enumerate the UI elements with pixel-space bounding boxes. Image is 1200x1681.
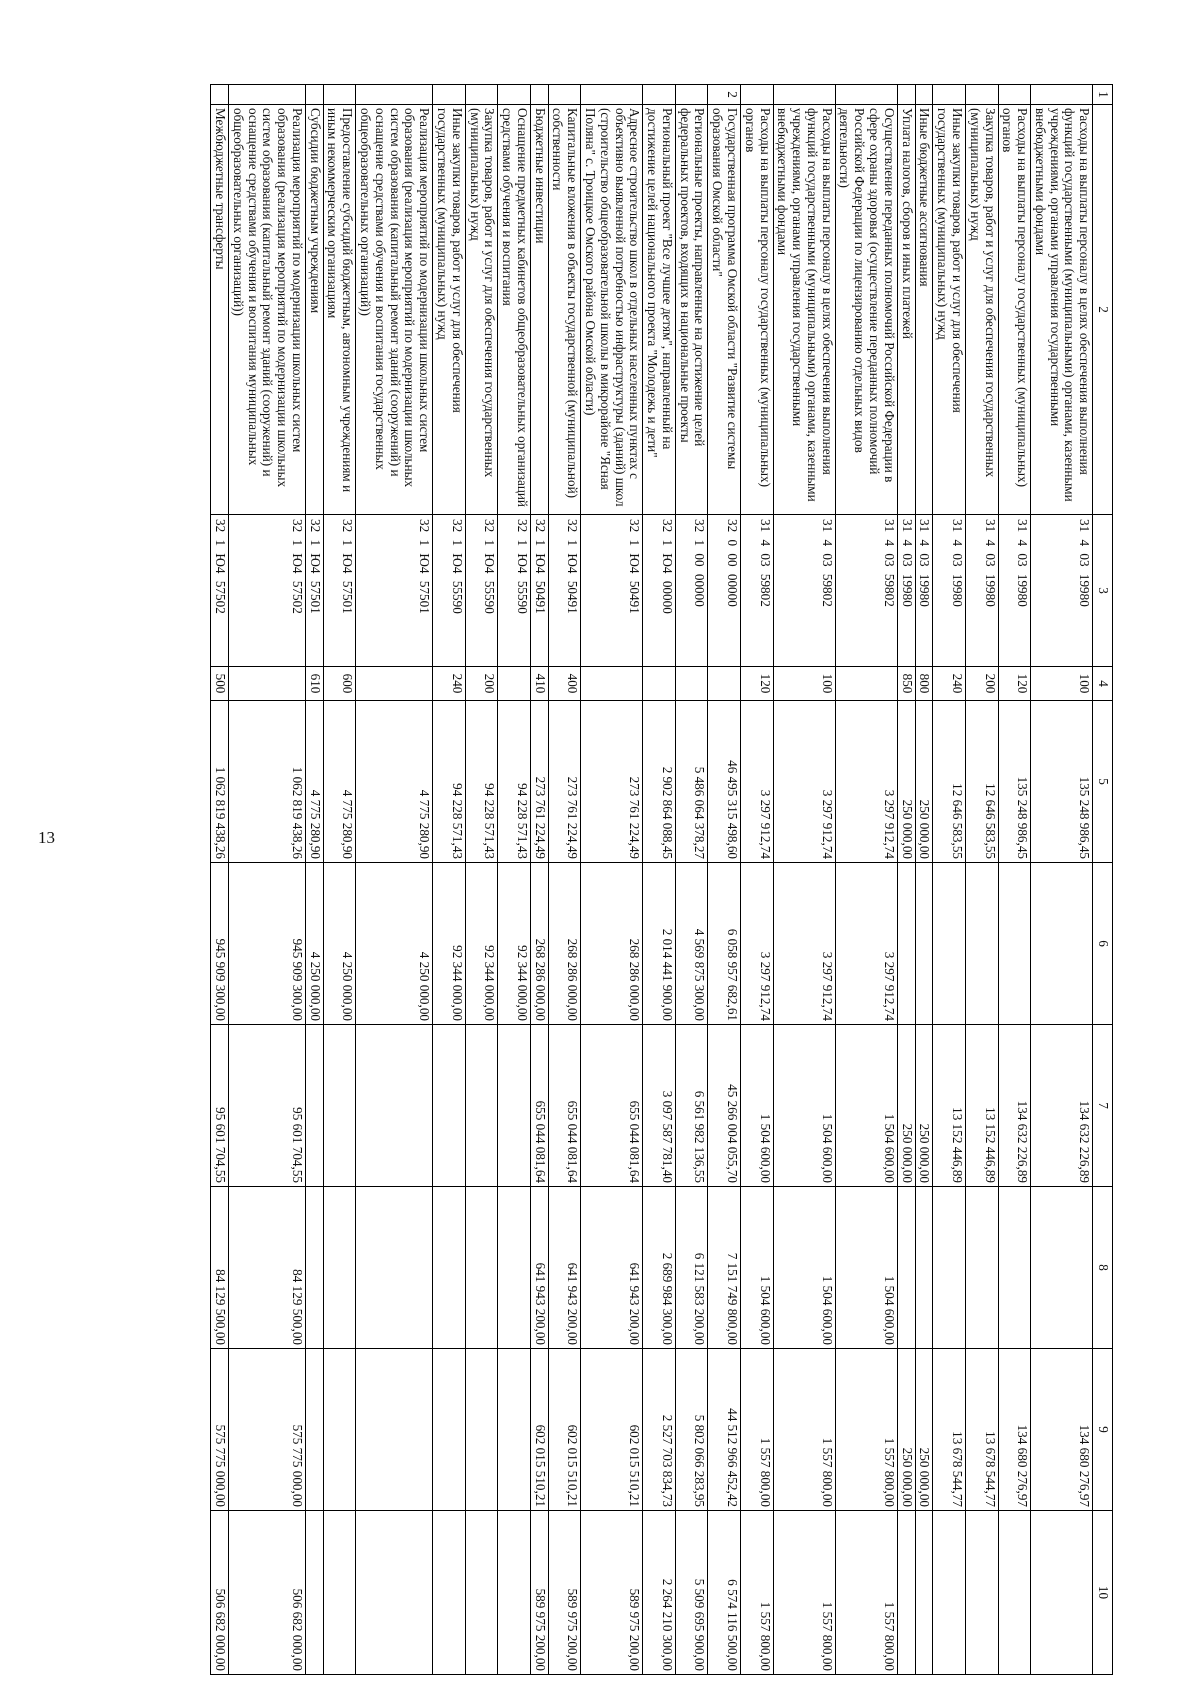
budget-code: 32 1 00 00000 (675, 515, 708, 667)
row-name: Иные бюджетные ассигнования (915, 105, 933, 515)
amount-col-8 (465, 1187, 498, 1349)
column-header: 8 (1093, 1187, 1113, 1349)
amount-col-6: 4 250 000,00 (323, 863, 356, 1025)
amount-col-7: 134 632 226,89 (1031, 1025, 1093, 1187)
amount-col-5: 4 775 280,90 (323, 701, 356, 863)
budget-code: 31 4 03 19980 (915, 515, 933, 667)
table-row (965, 85, 998, 1675)
amount-col-6: 92 344 000,00 (465, 863, 498, 1025)
amount-col-10: 5 509 695 900,00 (675, 1511, 708, 1675)
amount-col-7: 95 601 704,55 (211, 1025, 229, 1187)
amount-col-8 (915, 1187, 933, 1349)
budget-code: 31 4 03 59802 (773, 515, 835, 667)
budget-table (210, 84, 1113, 1675)
amount-col-9: 1 557 800,00 (773, 1349, 835, 1511)
row-name: Региональные проекты, направленные на достижение целей федеральных проектов, входящих в национальные проекты (675, 105, 708, 515)
budget-code: 32 1 Ю4 50491 (581, 515, 643, 667)
amount-col-10 (323, 1511, 356, 1675)
amount-col-8: 641 943 200,00 (548, 1187, 581, 1349)
amount-col-10 (998, 1511, 1031, 1675)
amount-col-5: 135 248 986,45 (1031, 701, 1093, 863)
amount-col-7: 45 266 004 055,70 (708, 1025, 741, 1187)
amount-col-7: 3 097 587 781,40 (643, 1025, 676, 1187)
amount-col-7: 13 152 446,89 (965, 1025, 998, 1187)
amount-col-7: 134 632 226,89 (998, 1025, 1031, 1187)
expense-type-code: 410 (530, 667, 548, 701)
column-header: 9 (1093, 1349, 1113, 1511)
table-row (211, 85, 229, 1675)
amount-col-9: 602 015 510,21 (581, 1349, 643, 1511)
budget-code: 31 4 03 19980 (998, 515, 1031, 667)
expense-type-code (675, 667, 708, 701)
amount-col-8: 84 129 500,00 (229, 1187, 306, 1349)
row-index (548, 85, 581, 105)
amount-col-10 (498, 1511, 531, 1675)
row-name: Расходы на выплаты персоналу в целях обеспечения выполнения функций государственными (муниципальными) органами, казенными учреждениями, органами управления государственными внебюджетными фондами (1031, 105, 1093, 515)
amount-col-10: 589 975 200,00 (530, 1511, 548, 1675)
budget-code: 31 4 03 19980 (1031, 515, 1093, 667)
expense-type-code: 120 (741, 667, 774, 701)
table-row (305, 85, 323, 1675)
amount-col-6: 92 344 000,00 (433, 863, 466, 1025)
row-index (211, 85, 229, 105)
budget-code: 32 1 Ю4 57502 (229, 515, 306, 667)
row-name: Оснащение предметных кабинетов общеобразовательных организаций средствами обучения и воспитания (498, 105, 531, 515)
page-number: 13 (38, 828, 55, 847)
table-row (530, 85, 548, 1675)
column-header: 5 (1093, 701, 1113, 863)
amount-col-5: 273 761 224,49 (548, 701, 581, 863)
table-body (211, 85, 1093, 1675)
amount-col-6 (965, 863, 998, 1025)
amount-col-9: 134 680 276,97 (1031, 1349, 1093, 1511)
amount-col-8 (998, 1187, 1031, 1349)
amount-col-6 (897, 863, 915, 1025)
row-name: Межбюджетные трансферты (211, 105, 229, 515)
expense-type-code: 200 (465, 667, 498, 701)
expense-type-code: 240 (433, 667, 466, 701)
column-header: 10 (1093, 1511, 1113, 1675)
row-index (915, 85, 933, 105)
expense-type-code: 600 (323, 667, 356, 701)
amount-col-10 (1031, 1511, 1093, 1675)
amount-col-9: 2 527 703 834,73 (643, 1349, 676, 1511)
amount-col-7 (323, 1025, 356, 1187)
row-name: Иные закупки товаров, работ и услуг для обеспечения государственных (муниципальных) нужд (933, 105, 966, 515)
table-row (548, 85, 581, 1675)
column-header: 6 (1093, 863, 1113, 1025)
row-index (675, 85, 708, 105)
row-name: Предоставление субсидий бюджетным, автономным учреждениям и иным некоммерческим организациям (323, 105, 356, 515)
row-index (965, 85, 998, 105)
row-name: Осуществление переданных полномочий Российской Федерации в сфере охраны здоровья (осуществление переданных полномочий Российской Федерации по лицензированию отдельных видов деятельности) (835, 105, 897, 515)
budget-code: 31 4 03 19980 (933, 515, 966, 667)
column-header: 3 (1093, 515, 1113, 667)
table-row (897, 85, 915, 1675)
column-header: 7 (1093, 1025, 1113, 1187)
budget-code: 32 1 Ю4 57501 (323, 515, 356, 667)
column-header: 1 (1093, 85, 1113, 105)
row-index: 2 (708, 85, 741, 105)
amount-col-10: 589 975 200,00 (581, 1511, 643, 1675)
amount-col-8: 7 151 749 800,00 (708, 1187, 741, 1349)
row-name: Государственная программа Омской области "Развитие системы образования Омской области" (708, 105, 741, 515)
amount-col-10 (305, 1511, 323, 1675)
amount-col-8: 84 129 500,00 (211, 1187, 229, 1349)
amount-col-10: 2 264 210 300,00 (643, 1511, 676, 1675)
amount-col-10 (965, 1511, 998, 1675)
expense-type-code (356, 667, 433, 701)
amount-col-8 (323, 1187, 356, 1349)
amount-col-8: 1 504 600,00 (773, 1187, 835, 1349)
expense-type-code: 100 (1031, 667, 1093, 701)
row-name: Иные закупки товаров, работ и услуг для обеспечения государственных (муниципальных) нужд (433, 105, 466, 515)
amount-col-6: 92 344 000,00 (498, 863, 531, 1025)
amount-col-7: 655 044 081,64 (548, 1025, 581, 1187)
row-name: Региональный проект "Все лучшее детям", направленный на достижение целей национального проекта "Молодежь и дети" (643, 105, 676, 515)
row-index (773, 85, 835, 105)
budget-code: 32 1 Ю4 50491 (530, 515, 548, 667)
budget-code: 32 1 Ю4 55590 (498, 515, 531, 667)
amount-col-9: 250 000,00 (915, 1349, 933, 1511)
amount-col-8: 641 943 200,00 (530, 1187, 548, 1349)
budget-code: 32 1 Ю4 50491 (548, 515, 581, 667)
amount-col-9: 575 775 000,00 (211, 1349, 229, 1511)
table-header-row (1093, 85, 1113, 1675)
amount-col-9: 134 680 276,97 (998, 1349, 1031, 1511)
expense-type-code (643, 667, 676, 701)
amount-col-6: 945 909 300,00 (211, 863, 229, 1025)
row-index (530, 85, 548, 105)
amount-col-5: 12 646 583,55 (933, 701, 966, 863)
amount-col-5: 46 495 315 498,60 (708, 701, 741, 863)
amount-col-8: 1 504 600,00 (741, 1187, 774, 1349)
expense-type-code: 200 (965, 667, 998, 701)
row-name: Закупка товаров, работ и услуг для обеспечения государственных (муниципальных) нужд (965, 105, 998, 515)
expense-type-code: 850 (897, 667, 915, 701)
amount-col-9 (356, 1349, 433, 1511)
amount-col-6: 4 250 000,00 (356, 863, 433, 1025)
amount-col-10: 6 574 116 500,00 (708, 1511, 741, 1675)
amount-col-5: 1 062 819 438,26 (229, 701, 306, 863)
amount-col-5: 273 761 224,49 (530, 701, 548, 863)
amount-col-6 (1031, 863, 1093, 1025)
expense-type-code: 120 (998, 667, 1031, 701)
amount-col-8 (305, 1187, 323, 1349)
table-row (433, 85, 466, 1675)
amount-col-5: 94 228 571,43 (498, 701, 531, 863)
amount-col-6 (933, 863, 966, 1025)
table-row (708, 85, 741, 1675)
amount-col-9: 5 802 066 283,95 (675, 1349, 708, 1511)
row-index (998, 85, 1031, 105)
row-name: Расходы на выплаты персоналу в целях обеспечения выполнения функций государственными (муниципальными) органами, казенными учреждениями, органами управления государственными внебюджетными фондами (773, 105, 835, 515)
amount-col-5: 5 486 064 378,27 (675, 701, 708, 863)
amount-col-9 (498, 1349, 531, 1511)
budget-code: 32 1 Ю4 55590 (465, 515, 498, 667)
row-index (643, 85, 676, 105)
table-row (465, 85, 498, 1675)
expense-type-code: 800 (915, 667, 933, 701)
table-row (356, 85, 433, 1675)
amount-col-6: 4 569 875 300,00 (675, 863, 708, 1025)
amount-col-9: 44 512 966 452,42 (708, 1349, 741, 1511)
amount-col-7: 95 601 704,55 (229, 1025, 306, 1187)
budget-code: 32 1 Ю4 57501 (356, 515, 433, 667)
amount-col-6 (998, 863, 1031, 1025)
amount-col-8 (965, 1187, 998, 1349)
table-row (229, 85, 306, 1675)
amount-col-7: 6 561 982 136,55 (675, 1025, 708, 1187)
amount-col-9 (433, 1349, 466, 1511)
amount-col-6 (915, 863, 933, 1025)
amount-col-10 (465, 1511, 498, 1675)
expense-type-code: 240 (933, 667, 966, 701)
amount-col-7: 1 504 600,00 (835, 1025, 897, 1187)
amount-col-5: 94 228 571,43 (433, 701, 466, 863)
table-row (741, 85, 774, 1675)
amount-col-10 (433, 1511, 466, 1675)
expense-type-code: 100 (773, 667, 835, 701)
expense-type-code: 400 (548, 667, 581, 701)
row-name: Субсидии бюджетным учреждениям (305, 105, 323, 515)
amount-col-10 (356, 1511, 433, 1675)
amount-col-7 (465, 1025, 498, 1187)
row-index (323, 85, 356, 105)
amount-col-5: 135 248 986,45 (998, 701, 1031, 863)
row-index (581, 85, 643, 105)
column-header: 2 (1093, 105, 1113, 515)
row-index (741, 85, 774, 105)
amount-col-6: 4 250 000,00 (305, 863, 323, 1025)
expense-type-code (581, 667, 643, 701)
amount-col-6: 3 297 912,74 (773, 863, 835, 1025)
amount-col-7: 250 000,00 (915, 1025, 933, 1187)
budget-code: 31 4 03 59802 (741, 515, 774, 667)
amount-col-5: 94 228 571,43 (465, 701, 498, 863)
row-index (933, 85, 966, 105)
budget-code: 32 1 Ю4 57501 (305, 515, 323, 667)
amount-col-8: 6 121 583 200,00 (675, 1187, 708, 1349)
column-header: 4 (1093, 667, 1113, 701)
amount-col-6: 2 014 441 900,00 (643, 863, 676, 1025)
amount-col-9: 575 775 000,00 (229, 1349, 306, 1511)
table-row (675, 85, 708, 1675)
row-index (356, 85, 433, 105)
row-index (305, 85, 323, 105)
amount-col-9: 1 557 800,00 (741, 1349, 774, 1511)
row-name: Капитальные вложения в объекты государственной (муниципальной) собственности (548, 105, 581, 515)
expense-type-code (229, 667, 306, 701)
amount-col-10: 1 557 800,00 (835, 1511, 897, 1675)
row-name: Уплата налогов, сборов и иных платежей (897, 105, 915, 515)
amount-col-5: 3 297 912,74 (773, 701, 835, 863)
amount-col-8 (498, 1187, 531, 1349)
amount-col-6: 268 286 000,00 (581, 863, 643, 1025)
expense-type-code: 610 (305, 667, 323, 701)
row-index (465, 85, 498, 105)
table-row (835, 85, 897, 1675)
amount-col-5: 1 062 819 438,26 (211, 701, 229, 863)
amount-col-8: 1 504 600,00 (835, 1187, 897, 1349)
expense-type-code (498, 667, 531, 701)
amount-col-7: 1 504 600,00 (741, 1025, 774, 1187)
amount-col-10: 1 557 800,00 (741, 1511, 774, 1675)
amount-col-6: 3 297 912,74 (835, 863, 897, 1025)
amount-col-8: 2 689 984 300,00 (643, 1187, 676, 1349)
amount-col-10 (915, 1511, 933, 1675)
table-row (643, 85, 676, 1675)
budget-code: 32 1 Ю4 55590 (433, 515, 466, 667)
amount-col-10: 1 557 800,00 (773, 1511, 835, 1675)
amount-col-7 (433, 1025, 466, 1187)
budget-code: 31 4 03 19980 (897, 515, 915, 667)
amount-col-10: 589 975 200,00 (548, 1511, 581, 1675)
expense-type-code (708, 667, 741, 701)
amount-col-8 (933, 1187, 966, 1349)
amount-col-8 (433, 1187, 466, 1349)
table-row (915, 85, 933, 1675)
amount-col-7: 250 000,00 (897, 1025, 915, 1187)
row-name: Расходы на выплаты персоналу государственных (муниципальных) органов (998, 105, 1031, 515)
table-row (498, 85, 531, 1675)
amount-col-5: 2 902 864 088,45 (643, 701, 676, 863)
row-index (433, 85, 466, 105)
budget-code: 32 1 Ю4 00000 (643, 515, 676, 667)
amount-col-7 (356, 1025, 433, 1187)
amount-col-6: 6 058 957 682,61 (708, 863, 741, 1025)
row-index (835, 85, 897, 105)
amount-col-5: 12 646 583,55 (965, 701, 998, 863)
budget-code: 31 4 03 59802 (835, 515, 897, 667)
table-row (773, 85, 835, 1675)
amount-col-6: 3 297 912,74 (741, 863, 774, 1025)
amount-col-5: 3 297 912,74 (835, 701, 897, 863)
budget-code: 32 0 00 00000 (708, 515, 741, 667)
expense-type-code (835, 667, 897, 701)
amount-col-10: 506 682 000,00 (211, 1511, 229, 1675)
amount-col-5: 4 775 280,90 (356, 701, 433, 863)
row-name: Расходы на выплаты персоналу государственных (муниципальных) органов (741, 105, 774, 515)
row-index (229, 85, 306, 105)
amount-col-10: 506 682 000,00 (229, 1511, 306, 1675)
amount-col-9 (323, 1349, 356, 1511)
row-name: Реализация мероприятий по модернизации школьных систем образования (реализация мероприятий по модернизации школьных систем образования (капитальный ремонт зданий (сооружений) и оснащение средствами обучения и воспитания государственных общеобразовательных организаций)) (356, 105, 433, 515)
rotated-page-content (83, 84, 1113, 1674)
amount-col-6: 268 286 000,00 (548, 863, 581, 1025)
amount-col-9 (305, 1349, 323, 1511)
table-row (1031, 85, 1093, 1675)
table-row (323, 85, 356, 1675)
amount-col-8: 641 943 200,00 (581, 1187, 643, 1349)
table-row (581, 85, 643, 1675)
amount-col-7: 655 044 081,64 (581, 1025, 643, 1187)
table-row (933, 85, 966, 1675)
row-name: Закупка товаров, работ и услуг для обеспечения государственных (муниципальных) нужд (465, 105, 498, 515)
amount-col-8 (897, 1187, 915, 1349)
amount-col-7 (498, 1025, 531, 1187)
amount-col-8 (356, 1187, 433, 1349)
amount-col-7: 1 504 600,00 (773, 1025, 835, 1187)
row-index (897, 85, 915, 105)
budget-code: 31 4 03 19980 (965, 515, 998, 667)
amount-col-5: 250 000,00 (897, 701, 915, 863)
budget-code: 32 1 Ю4 57502 (211, 515, 229, 667)
amount-col-9: 250 000,00 (897, 1349, 915, 1511)
amount-col-9 (465, 1349, 498, 1511)
amount-col-5: 4 775 280,90 (305, 701, 323, 863)
row-name: Адресное строительство школ в отдельных населенных пунктах с объективно выявленной потребностью инфраструктуры (зданий) школ (строительство общеобразовательной школы в микрорайоне "Ясная Поляна" с. Троицкое Омского района Омской области) (581, 105, 643, 515)
row-index (1031, 85, 1093, 105)
amount-col-7 (305, 1025, 323, 1187)
amount-col-5: 3 297 912,74 (741, 701, 774, 863)
expense-type-code: 500 (211, 667, 229, 701)
table-row (998, 85, 1031, 1675)
amount-col-9: 1 557 800,00 (835, 1349, 897, 1511)
amount-col-8 (1031, 1187, 1093, 1349)
amount-col-6: 945 909 300,00 (229, 863, 306, 1025)
amount-col-5: 250 000,00 (915, 701, 933, 863)
row-name: Реализация мероприятий по модернизации школьных систем образования (реализация мероприятий по модернизации школьных систем образования (капитальный ремонт зданий (сооружений) и оснащение средствами обучения и воспитания муниципальных общеобразовательных организаций)) (229, 105, 306, 515)
amount-col-9: 602 015 510,21 (530, 1349, 548, 1511)
amount-col-10 (933, 1511, 966, 1675)
row-name: Бюджетные инвестиции (530, 105, 548, 515)
row-index (498, 85, 531, 105)
amount-col-6: 268 286 000,00 (530, 863, 548, 1025)
amount-col-9: 13 678 544,77 (965, 1349, 998, 1511)
amount-col-7: 655 044 081,64 (530, 1025, 548, 1187)
amount-col-7: 13 152 446,89 (933, 1025, 966, 1187)
amount-col-9: 602 015 510,21 (548, 1349, 581, 1511)
amount-col-5: 273 761 224,49 (581, 701, 643, 863)
amount-col-10 (897, 1511, 915, 1675)
amount-col-9: 13 678 544,77 (933, 1349, 966, 1511)
